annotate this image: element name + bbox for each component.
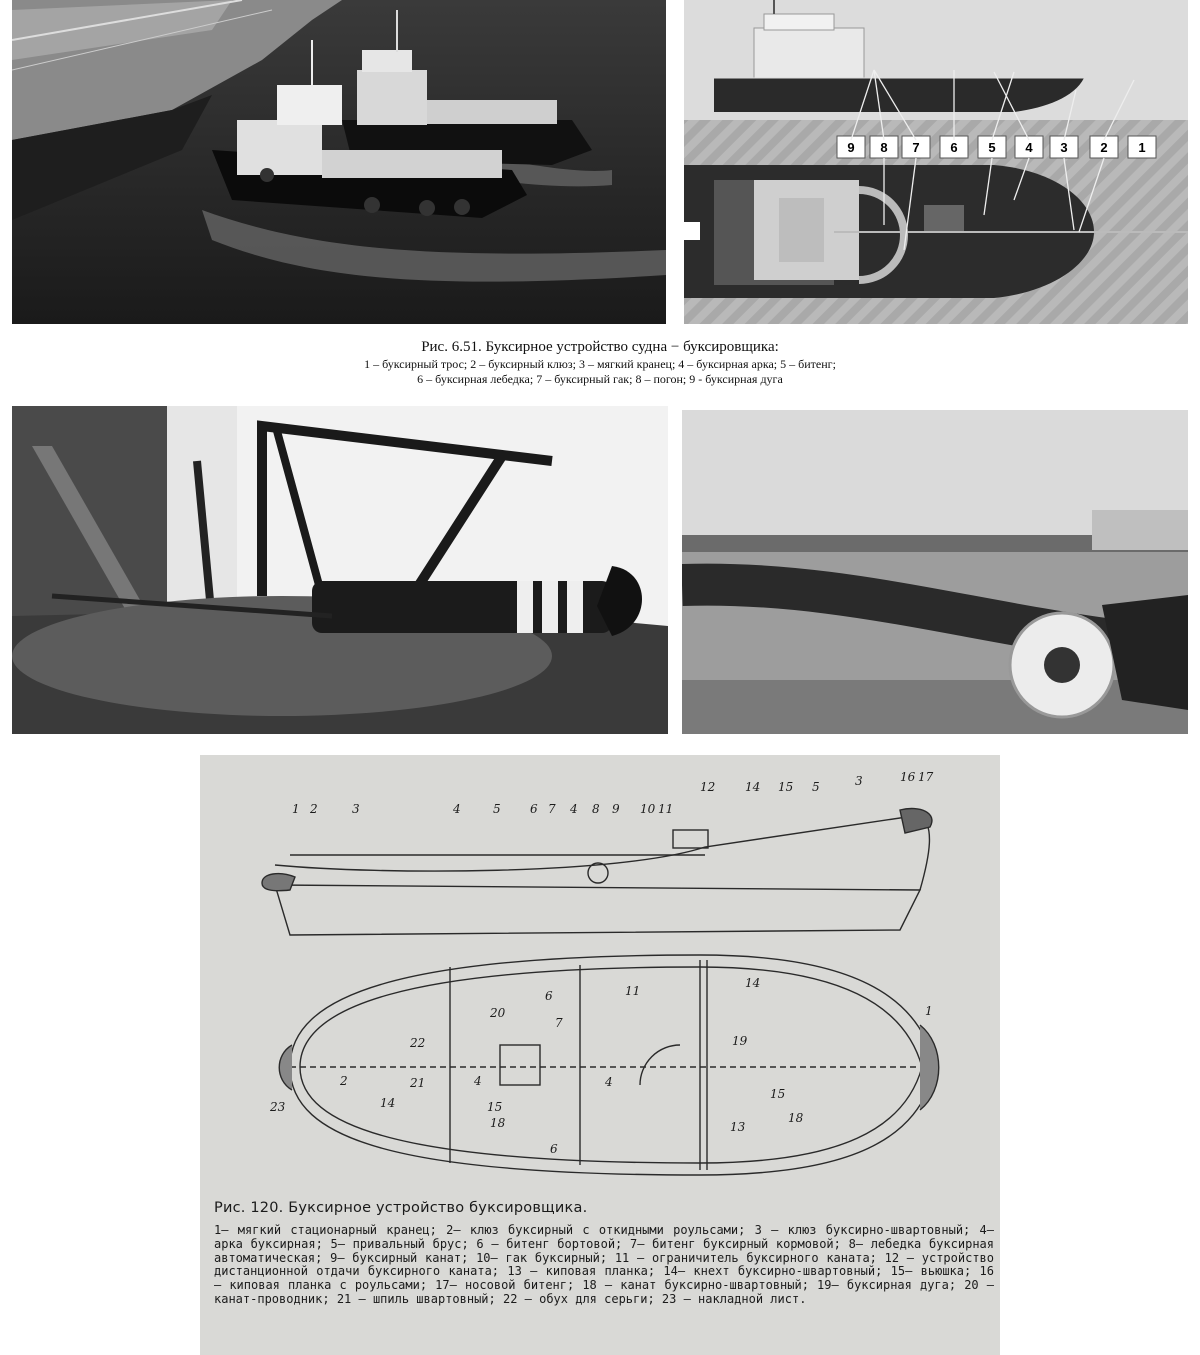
- side-view-callout: 5: [493, 802, 501, 816]
- side-view-callout: 2: [310, 802, 318, 816]
- side-view-callout: 11: [658, 802, 674, 816]
- side-view-callout: 12: [700, 780, 716, 794]
- side-view-callout: 14: [745, 780, 761, 794]
- plan-view-callout: 1: [925, 1004, 933, 1018]
- photo-towing-hook: [12, 406, 668, 734]
- diagram-label-number: 7: [912, 140, 920, 155]
- plan-view-callout: 11: [625, 984, 641, 998]
- figure-120-title: Рис. 120. Буксирное устройство буксировщика.: [214, 1200, 588, 1216]
- diagram-label-number: 6: [950, 140, 958, 155]
- side-view-callout: 1: [292, 802, 300, 816]
- plan-view-callout: 23: [270, 1100, 286, 1114]
- diagram-label-number: 2: [1100, 140, 1108, 155]
- diagram-label-number: 5: [988, 140, 996, 155]
- side-view-callout: 8: [592, 802, 600, 816]
- plan-view-callout: 6: [550, 1142, 558, 1156]
- figure-120-legend: 1— мягкий стационарный кранец; 2— клюз буксирный с откидными роульсами; 3 — клюз буксирно-швартовный; 4— арка буксирная; 5— привальный брус; 6 — битенг бортовой; 7— битенг буксирный кормовой; 8— лебедка буксирная автоматическая; 9— буксирный канат; 10— гак буксирный; 11 — ограничитель буксирного каната; 12 — устройство дистанционной отдачи буксирного каната; 13 — киповая планка; 14— кнехт буксирно-швартовный; 15— вьюшка; 16 — киповая планка с роульсами; 17— носовой битенг; 18 — канат буксирно-швартовный; 19— буксирная дуга; 20 — канат-проводник; 21 — шпиль швартовный; 22 — обух для серьги; 23 — накладной лист.: [214, 1223, 994, 1306]
- tugboats-photo-illustration: [12, 0, 666, 324]
- diagram-label-number: 1: [1138, 140, 1146, 155]
- scanned-book-figure-120: [200, 755, 1000, 1355]
- plan-view-callout: 2: [340, 1074, 348, 1088]
- side-view-callout: 15: [778, 780, 794, 794]
- plan-view-callout: 22: [410, 1036, 426, 1050]
- plan-view-callout: 6: [545, 989, 553, 1003]
- side-view-callout: 7: [548, 802, 556, 816]
- plan-view-callout: 19: [732, 1034, 748, 1048]
- diagram-label-number: 3: [1060, 140, 1068, 155]
- side-view-callout: 4: [570, 802, 578, 816]
- plan-view-callout: 20: [490, 1006, 506, 1020]
- plan-view-callout: 14: [745, 976, 761, 990]
- tug-towing-diagram: [684, 0, 1188, 324]
- side-view-callout: 9: [612, 802, 620, 816]
- side-view-callout: 17: [918, 770, 934, 784]
- figure-120-caption: [214, 1200, 994, 1307]
- plan-view-callout: 7: [555, 1016, 563, 1030]
- figure-6-51-caption: [0, 338, 1200, 387]
- diagram-label-number: 9: [847, 140, 855, 155]
- diagram-label-number: 4: [1025, 140, 1033, 155]
- side-view-callout: 6: [530, 802, 538, 816]
- towing-hook-photo-illustration: [12, 406, 668, 734]
- plan-view-callout: 14: [380, 1096, 396, 1110]
- figure-6-51-legend-line2: 6 – буксирная лебедка; 7 – буксирный гак; 8 – погон; 9 - буксирная дуга: [417, 372, 783, 386]
- tug-towing-drawing: [200, 755, 1000, 1195]
- plan-view-callout: 21: [410, 1076, 426, 1090]
- plan-view-callout: 4: [474, 1074, 482, 1088]
- side-view-callout: 16: [900, 770, 916, 784]
- plan-view-callout: 15: [770, 1087, 786, 1101]
- diagram-label-number: 8: [880, 140, 888, 155]
- side-view-callout: 3: [855, 774, 863, 788]
- photo-towing-rope: [682, 410, 1188, 734]
- plan-view-callout: 15: [487, 1100, 503, 1114]
- towing-arrangement-diagram: [684, 0, 1188, 324]
- side-view-callout: 3: [352, 802, 360, 816]
- plan-view-callout: 4: [605, 1075, 613, 1089]
- plan-view-callout: 13: [730, 1120, 746, 1134]
- side-view-callout: 5: [812, 780, 820, 794]
- side-view-callout: 4: [453, 802, 461, 816]
- plan-view-callout: 18: [490, 1116, 506, 1130]
- plan-view-callout: 18: [788, 1111, 804, 1125]
- figure-6-51-title: Рис. 6.51. Буксирное устройство судна − буксировщика:: [421, 339, 779, 355]
- towing-rope-photo-illustration: [682, 410, 1188, 734]
- side-view-callout: 10: [640, 802, 656, 816]
- photo-tugboats-tanker: [12, 0, 666, 324]
- figure-6-51-legend-line1: 1 – буксирный трос; 2 – буксирный клюз; 3 – мягкий кранец; 4 – буксирная арка; 5 – битенг;: [364, 357, 836, 371]
